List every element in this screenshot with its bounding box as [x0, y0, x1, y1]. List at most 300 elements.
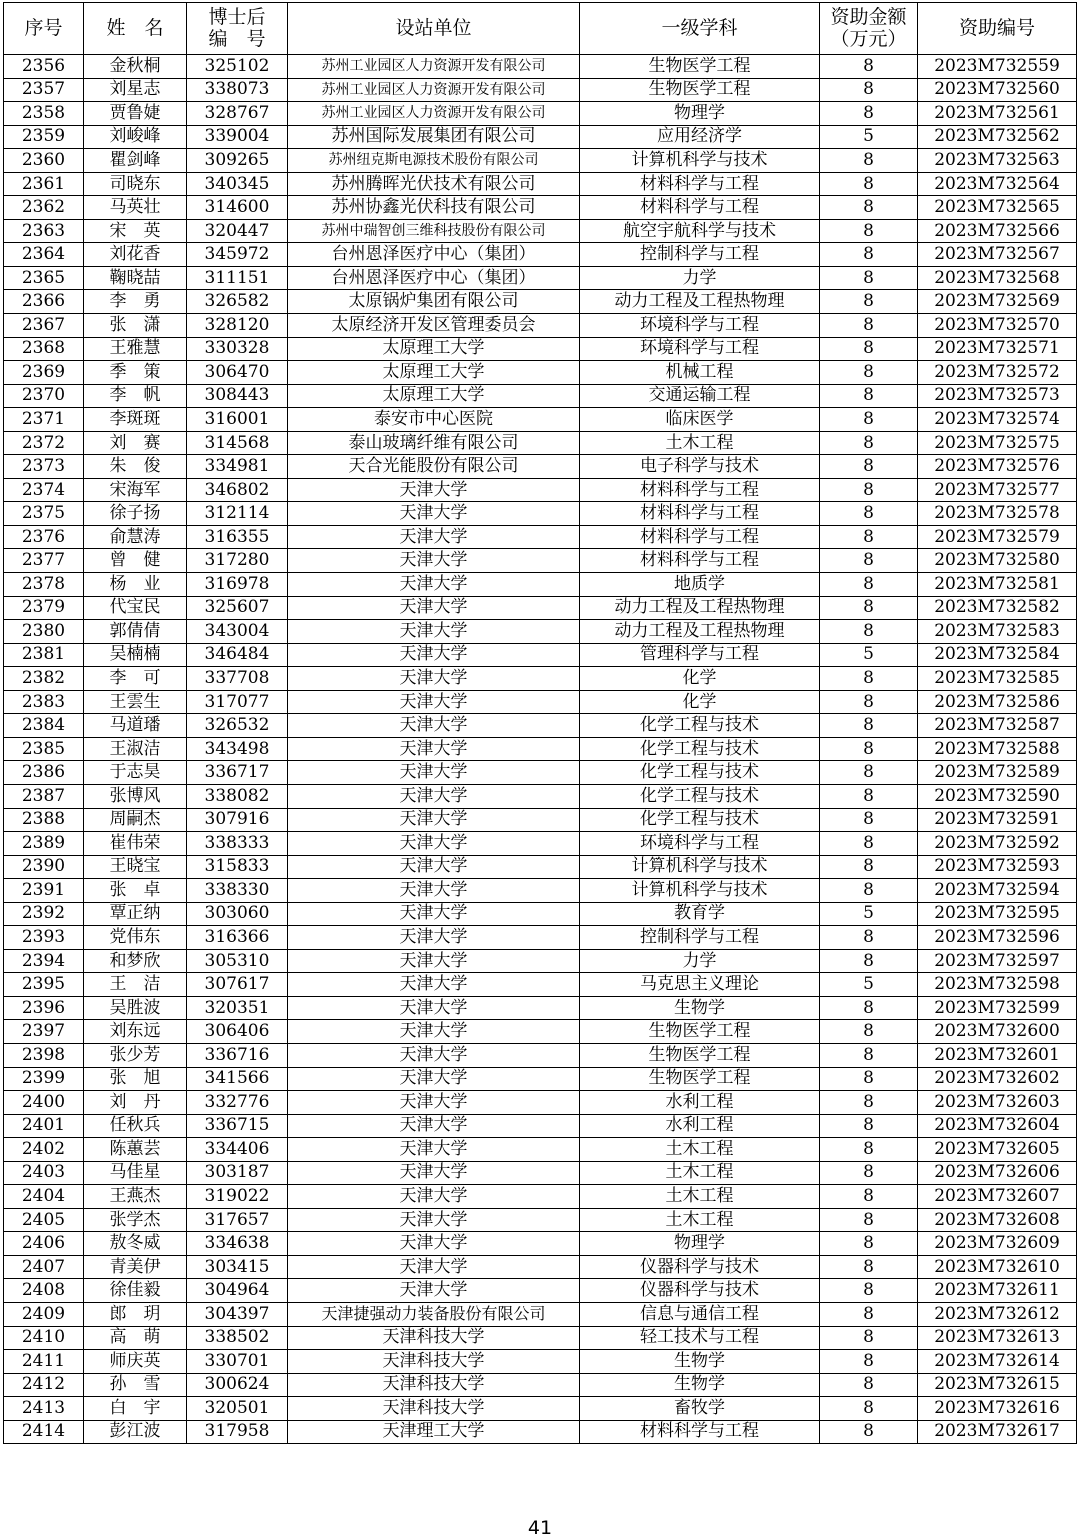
row-postdoc-id: 317280: [187, 549, 288, 573]
header-name: 姓 名: [84, 3, 187, 55]
row-grant-id: 2023M732595: [918, 902, 1077, 926]
row-discipline: 化学工程与技术: [580, 784, 820, 808]
row-index: 2414: [4, 1420, 84, 1444]
row-unit: 天津大学: [288, 808, 580, 832]
row-unit: 天津大学: [288, 1232, 580, 1256]
row-grant-id: 2023M732560: [918, 78, 1077, 102]
row-postdoc-id: 328767: [187, 102, 288, 126]
header-row: [4, 3, 1077, 55]
row-unit: 太原理工大学: [288, 337, 580, 361]
row-index: 2367: [4, 314, 84, 338]
table-row: [4, 478, 1077, 502]
row-discipline: 化学工程与技术: [580, 808, 820, 832]
row-amount: 5: [820, 902, 918, 926]
row-name: 周嗣杰: [84, 808, 187, 832]
row-amount: 8: [820, 408, 918, 432]
row-amount: 8: [820, 832, 918, 856]
row-postdoc-id: 311151: [187, 266, 288, 290]
row-unit: 苏州协鑫光伏科技有限公司: [288, 196, 580, 220]
row-amount: 8: [820, 1091, 918, 1115]
row-postdoc-id: 320351: [187, 996, 288, 1020]
row-name: 李 可: [84, 667, 187, 691]
row-amount: 8: [820, 737, 918, 761]
row-index: 2399: [4, 1067, 84, 1091]
row-name: 敖冬威: [84, 1232, 187, 1256]
row-amount: 8: [820, 1138, 918, 1162]
row-unit: 天津大学: [288, 949, 580, 973]
row-postdoc-id: 334406: [187, 1138, 288, 1162]
row-grant-id: 2023M732612: [918, 1302, 1077, 1326]
row-index: 2381: [4, 643, 84, 667]
row-amount: 8: [820, 149, 918, 173]
table-row: [4, 1373, 1077, 1397]
row-name: 刘东远: [84, 1020, 187, 1044]
row-name: 刘花香: [84, 243, 187, 267]
table-row: [4, 125, 1077, 149]
row-unit: 天津大学: [288, 737, 580, 761]
row-index: 2403: [4, 1161, 84, 1185]
row-name: 金秋桐: [84, 55, 187, 79]
row-unit: 天津大学: [288, 1020, 580, 1044]
row-name: 宋 英: [84, 219, 187, 243]
row-amount: 8: [820, 667, 918, 691]
row-grant-id: 2023M732567: [918, 243, 1077, 267]
table-row: [4, 1020, 1077, 1044]
row-grant-id: 2023M732580: [918, 549, 1077, 573]
row-unit: 天合光能股份有限公司: [288, 455, 580, 479]
row-name: 朱 俊: [84, 455, 187, 479]
row-postdoc-id: 338333: [187, 832, 288, 856]
row-postdoc-id: 317958: [187, 1420, 288, 1444]
row-name: 张学杰: [84, 1208, 187, 1232]
row-grant-id: 2023M732561: [918, 102, 1077, 126]
row-discipline: 化学工程与技术: [580, 714, 820, 738]
table-row: [4, 266, 1077, 290]
table-row: [4, 737, 1077, 761]
table-row: [4, 902, 1077, 926]
table-row: [4, 408, 1077, 432]
row-unit: 天津大学: [288, 1208, 580, 1232]
table-row: [4, 1208, 1077, 1232]
table-row: [4, 1161, 1077, 1185]
header-grant-id: 资助编号: [918, 3, 1077, 55]
row-index: 2409: [4, 1302, 84, 1326]
row-index: 2387: [4, 784, 84, 808]
row-discipline: 环境科学与工程: [580, 314, 820, 338]
row-discipline: 生物医学工程: [580, 1067, 820, 1091]
row-discipline: 航空宇航科学与技术: [580, 219, 820, 243]
row-unit: 天津大学: [288, 761, 580, 785]
row-index: 2363: [4, 219, 84, 243]
row-postdoc-id: 346484: [187, 643, 288, 667]
row-grant-id: 2023M732587: [918, 714, 1077, 738]
table-row: [4, 855, 1077, 879]
row-amount: 8: [820, 1185, 918, 1209]
row-amount: 8: [820, 855, 918, 879]
table-row: [4, 172, 1077, 196]
row-amount: 8: [820, 1373, 918, 1397]
row-index: 2410: [4, 1326, 84, 1350]
row-grant-id: 2023M732559: [918, 55, 1077, 79]
row-unit: 天津大学: [288, 902, 580, 926]
table-row: [4, 808, 1077, 832]
row-name: 贾鲁婕: [84, 102, 187, 126]
row-name: 刘峻峰: [84, 125, 187, 149]
row-discipline: 生物医学工程: [580, 78, 820, 102]
table-row: [4, 761, 1077, 785]
row-unit: 太原理工大学: [288, 361, 580, 385]
row-discipline: 计算机科学与技术: [580, 879, 820, 903]
row-amount: 8: [820, 879, 918, 903]
table-row: [4, 219, 1077, 243]
table-row: [4, 1232, 1077, 1256]
row-unit: 天津理工大学: [288, 1420, 580, 1444]
row-amount: 8: [820, 1114, 918, 1138]
row-grant-id: 2023M732581: [918, 573, 1077, 597]
row-index: 2359: [4, 125, 84, 149]
row-discipline: 临床医学: [580, 408, 820, 432]
row-amount: 8: [820, 384, 918, 408]
row-grant-id: 2023M732564: [918, 172, 1077, 196]
row-index: 2373: [4, 455, 84, 479]
row-name: 马英壮: [84, 196, 187, 220]
row-index: 2384: [4, 714, 84, 738]
row-name: 王雅慧: [84, 337, 187, 361]
row-index: 2413: [4, 1397, 84, 1421]
row-postdoc-id: 314600: [187, 196, 288, 220]
row-postdoc-id: 320447: [187, 219, 288, 243]
row-unit: 苏州工业园区人力资源开发有限公司: [288, 78, 580, 102]
row-grant-id: 2023M732617: [918, 1420, 1077, 1444]
row-grant-id: 2023M732615: [918, 1373, 1077, 1397]
row-index: 2365: [4, 266, 84, 290]
row-name: 郭倩倩: [84, 620, 187, 644]
row-name: 王雲生: [84, 690, 187, 714]
row-amount: 8: [820, 596, 918, 620]
table-row: [4, 596, 1077, 620]
row-amount: 8: [820, 55, 918, 79]
row-amount: 8: [820, 455, 918, 479]
row-postdoc-id: 305310: [187, 949, 288, 973]
row-unit: 天津大学: [288, 643, 580, 667]
row-index: 2406: [4, 1232, 84, 1256]
row-amount: 8: [820, 78, 918, 102]
row-discipline: 地质学: [580, 573, 820, 597]
row-amount: 5: [820, 973, 918, 997]
row-grant-id: 2023M732607: [918, 1185, 1077, 1209]
row-postdoc-id: 316001: [187, 408, 288, 432]
row-amount: 8: [820, 1067, 918, 1091]
table-row: [4, 949, 1077, 973]
row-unit: 天津科技大学: [288, 1397, 580, 1421]
table-row: [4, 1185, 1077, 1209]
row-unit: 天津大学: [288, 573, 580, 597]
table-row: [4, 337, 1077, 361]
row-amount: 8: [820, 1043, 918, 1067]
row-amount: 8: [820, 290, 918, 314]
row-postdoc-id: 304397: [187, 1302, 288, 1326]
row-name: 和梦欣: [84, 949, 187, 973]
row-discipline: 机械工程: [580, 361, 820, 385]
row-unit: 天津捷强动力装备股份有限公司: [288, 1302, 580, 1326]
row-grant-id: 2023M732589: [918, 761, 1077, 785]
row-grant-id: 2023M732584: [918, 643, 1077, 667]
row-discipline: 土木工程: [580, 1138, 820, 1162]
row-name: 张 旭: [84, 1067, 187, 1091]
row-discipline: 化学工程与技术: [580, 761, 820, 785]
row-grant-id: 2023M732569: [918, 290, 1077, 314]
row-index: 2396: [4, 996, 84, 1020]
table-row: [4, 1397, 1077, 1421]
row-grant-id: 2023M732602: [918, 1067, 1077, 1091]
row-grant-id: 2023M732592: [918, 832, 1077, 856]
row-index: 2361: [4, 172, 84, 196]
row-unit: 天津大学: [288, 549, 580, 573]
row-grant-id: 2023M732614: [918, 1350, 1077, 1374]
row-grant-id: 2023M732593: [918, 855, 1077, 879]
row-index: 2371: [4, 408, 84, 432]
row-postdoc-id: 309265: [187, 149, 288, 173]
row-amount: 8: [820, 172, 918, 196]
row-unit: 泰山玻璃纤维有限公司: [288, 431, 580, 455]
row-amount: 8: [820, 431, 918, 455]
row-name: 崔伟荣: [84, 832, 187, 856]
row-discipline: 材料科学与工程: [580, 549, 820, 573]
row-name: 于志昊: [84, 761, 187, 785]
table-row: [4, 1302, 1077, 1326]
row-name: 彭江波: [84, 1420, 187, 1444]
table-row: [4, 1067, 1077, 1091]
row-unit: 天津大学: [288, 525, 580, 549]
row-amount: 8: [820, 1255, 918, 1279]
row-discipline: 环境科学与工程: [580, 337, 820, 361]
row-postdoc-id: 334981: [187, 455, 288, 479]
row-discipline: 应用经济学: [580, 125, 820, 149]
table-row: [4, 879, 1077, 903]
table-row: [4, 361, 1077, 385]
row-postdoc-id: 326582: [187, 290, 288, 314]
row-postdoc-id: 308443: [187, 384, 288, 408]
row-name: 鞠晓喆: [84, 266, 187, 290]
row-unit: 天津大学: [288, 667, 580, 691]
row-index: 2411: [4, 1350, 84, 1374]
row-grant-id: 2023M732562: [918, 125, 1077, 149]
table-row: [4, 1326, 1077, 1350]
row-grant-id: 2023M732604: [918, 1114, 1077, 1138]
row-index: 2391: [4, 879, 84, 903]
row-discipline: 仪器科学与技术: [580, 1255, 820, 1279]
row-index: 2408: [4, 1279, 84, 1303]
row-amount: 8: [820, 926, 918, 950]
row-name: 司晓东: [84, 172, 187, 196]
row-postdoc-id: 336717: [187, 761, 288, 785]
row-grant-id: 2023M732597: [918, 949, 1077, 973]
row-grant-id: 2023M732588: [918, 737, 1077, 761]
row-grant-id: 2023M732571: [918, 337, 1077, 361]
row-discipline: 化学: [580, 690, 820, 714]
row-index: 2378: [4, 573, 84, 597]
row-name: 代宝民: [84, 596, 187, 620]
row-discipline: 土木工程: [580, 1161, 820, 1185]
row-unit: 天津大学: [288, 478, 580, 502]
table-row: [4, 1420, 1077, 1444]
row-amount: 8: [820, 761, 918, 785]
row-discipline: 土木工程: [580, 1208, 820, 1232]
row-postdoc-id: 334638: [187, 1232, 288, 1256]
row-grant-id: 2023M732590: [918, 784, 1077, 808]
row-postdoc-id: 315833: [187, 855, 288, 879]
row-discipline: 轻工技术与工程: [580, 1326, 820, 1350]
row-amount: 8: [820, 1279, 918, 1303]
row-amount: 8: [820, 219, 918, 243]
row-name: 覃正纳: [84, 902, 187, 926]
row-postdoc-id: 346802: [187, 478, 288, 502]
row-discipline: 动力工程及工程热物理: [580, 620, 820, 644]
row-discipline: 仪器科学与技术: [580, 1279, 820, 1303]
row-postdoc-id: 325102: [187, 55, 288, 79]
row-unit: 天津大学: [288, 1067, 580, 1091]
header-amount: 资助金额 （万元）: [820, 3, 918, 55]
row-grant-id: 2023M732572: [918, 361, 1077, 385]
row-unit: 苏州纽克斯电源技术股份有限公司: [288, 149, 580, 173]
funding-table: [3, 2, 1077, 1444]
row-unit: 太原经济开发区管理委员会: [288, 314, 580, 338]
row-name: 党伟东: [84, 926, 187, 950]
table-row: [4, 643, 1077, 667]
row-postdoc-id: 343498: [187, 737, 288, 761]
row-index: 2379: [4, 596, 84, 620]
row-grant-id: 2023M732603: [918, 1091, 1077, 1115]
row-postdoc-id: 326532: [187, 714, 288, 738]
row-index: 2380: [4, 620, 84, 644]
row-index: 2358: [4, 102, 84, 126]
row-grant-id: 2023M732613: [918, 1326, 1077, 1350]
row-discipline: 材料科学与工程: [580, 478, 820, 502]
row-grant-id: 2023M732576: [918, 455, 1077, 479]
row-discipline: 畜牧学: [580, 1397, 820, 1421]
row-amount: 8: [820, 714, 918, 738]
row-name: 王晓宝: [84, 855, 187, 879]
row-amount: 8: [820, 1350, 918, 1374]
row-name: 白 宇: [84, 1397, 187, 1421]
row-grant-id: 2023M732570: [918, 314, 1077, 338]
row-amount: 8: [820, 1208, 918, 1232]
row-index: 2388: [4, 808, 84, 832]
row-grant-id: 2023M732605: [918, 1138, 1077, 1162]
row-index: 2377: [4, 549, 84, 573]
row-unit: 天津大学: [288, 1043, 580, 1067]
row-postdoc-id: 332776: [187, 1091, 288, 1115]
row-discipline: 生物学: [580, 1350, 820, 1374]
row-postdoc-id: 339004: [187, 125, 288, 149]
row-discipline: 动力工程及工程热物理: [580, 290, 820, 314]
row-grant-id: 2023M732609: [918, 1232, 1077, 1256]
row-postdoc-id: 319022: [187, 1185, 288, 1209]
row-name: 李 勇: [84, 290, 187, 314]
row-grant-id: 2023M732591: [918, 808, 1077, 832]
row-unit: 天津大学: [288, 714, 580, 738]
table-row: [4, 973, 1077, 997]
table-row: [4, 620, 1077, 644]
row-unit: 天津大学: [288, 1114, 580, 1138]
row-discipline: 控制科学与工程: [580, 243, 820, 267]
row-grant-id: 2023M732579: [918, 525, 1077, 549]
row-index: 2368: [4, 337, 84, 361]
row-index: 2398: [4, 1043, 84, 1067]
row-name: 任秋兵: [84, 1114, 187, 1138]
row-index: 2401: [4, 1114, 84, 1138]
row-discipline: 水利工程: [580, 1091, 820, 1115]
row-name: 郎 玥: [84, 1302, 187, 1326]
page-number: 41: [527, 1517, 553, 1539]
row-postdoc-id: 345972: [187, 243, 288, 267]
row-name: 师庆英: [84, 1350, 187, 1374]
row-unit: 天津大学: [288, 620, 580, 644]
table-row: [4, 573, 1077, 597]
row-amount: 8: [820, 1161, 918, 1185]
row-grant-id: 2023M732601: [918, 1043, 1077, 1067]
table-row: [4, 502, 1077, 526]
row-amount: 8: [820, 1020, 918, 1044]
row-amount: 8: [820, 243, 918, 267]
row-grant-id: 2023M732600: [918, 1020, 1077, 1044]
row-postdoc-id: 330701: [187, 1350, 288, 1374]
row-postdoc-id: 338082: [187, 784, 288, 808]
table-row: [4, 1138, 1077, 1162]
row-unit: 苏州国际发展集团有限公司: [288, 125, 580, 149]
row-postdoc-id: 341566: [187, 1067, 288, 1091]
row-index: 2356: [4, 55, 84, 79]
row-discipline: 计算机科学与技术: [580, 855, 820, 879]
row-postdoc-id: 314568: [187, 431, 288, 455]
row-discipline: 材料科学与工程: [580, 1420, 820, 1444]
row-index: 2386: [4, 761, 84, 785]
row-name: 刘 赛: [84, 431, 187, 455]
row-postdoc-id: 312114: [187, 502, 288, 526]
row-name: 王燕杰: [84, 1185, 187, 1209]
row-unit: 天津大学: [288, 926, 580, 950]
row-unit: 苏州工业园区人力资源开发有限公司: [288, 102, 580, 126]
table-row: [4, 690, 1077, 714]
row-unit: 天津大学: [288, 690, 580, 714]
row-index: 2412: [4, 1373, 84, 1397]
row-index: 2404: [4, 1185, 84, 1209]
row-discipline: 环境科学与工程: [580, 832, 820, 856]
row-unit: 天津大学: [288, 1255, 580, 1279]
row-discipline: 生物医学工程: [580, 1020, 820, 1044]
row-grant-id: 2023M732585: [918, 667, 1077, 691]
row-grant-id: 2023M732586: [918, 690, 1077, 714]
row-discipline: 土木工程: [580, 1185, 820, 1209]
row-name: 马道璠: [84, 714, 187, 738]
row-discipline: 计算机科学与技术: [580, 149, 820, 173]
row-name: 王 洁: [84, 973, 187, 997]
row-name: 陈蕙芸: [84, 1138, 187, 1162]
row-discipline: 生物医学工程: [580, 55, 820, 79]
row-unit: 太原理工大学: [288, 384, 580, 408]
table-row: [4, 455, 1077, 479]
row-unit: 天津大学: [288, 1138, 580, 1162]
row-grant-id: 2023M732616: [918, 1397, 1077, 1421]
row-amount: 8: [820, 1420, 918, 1444]
row-name: 孙 雪: [84, 1373, 187, 1397]
row-postdoc-id: 306406: [187, 1020, 288, 1044]
row-index: 2383: [4, 690, 84, 714]
row-grant-id: 2023M732568: [918, 266, 1077, 290]
row-discipline: 化学工程与技术: [580, 737, 820, 761]
row-postdoc-id: 307617: [187, 973, 288, 997]
row-discipline: 化学: [580, 667, 820, 691]
